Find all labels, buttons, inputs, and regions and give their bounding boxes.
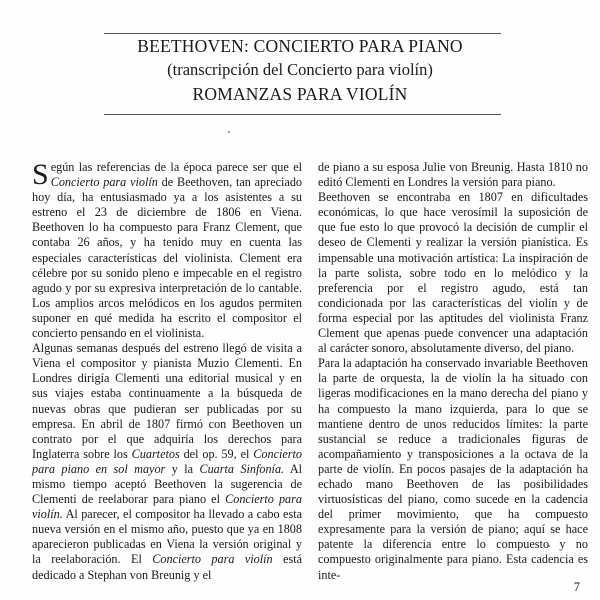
paragraph: Para la adaptación ha conservado invariable Beethoven la parte de orquesta, la de violín la ha situado con ligeras modificaciones en la mano derecha del piano y ha compuesto la mano izquierda, para lo que se mantiene dentro de unos reducidos límites: la parte sustancial se reduce a tradicionales figuras de acompañamiento y transposiciones a la octava de la parte de violín. En pocos pasajes de la adaptación ha echado mano Beethoven de las posibilidades virtuosísticas del piano, como sucede en la cadencia del primer movimiento, que ha compuesto expresamente para la versión de piano; aquí se hace patente la diferencia entre lo compuesto y no compuesto originalmente para piano. Esta cadencia es inte- <box>318 356 588 582</box>
print-speck <box>228 131 230 133</box>
drop-cap: S <box>32 158 49 191</box>
right-column <box>318 160 588 583</box>
page-title: BEETHOVEN: CONCIERTO PARA PIANO <box>137 36 463 56</box>
paragraph: Beethoven se encontraba en 1807 en dificultades económicas, lo que hace verosímil la suposición de que fue esto lo que provocó la decisión de cumplir el deseo de Clementi y realizar la versión pianística. Es impensable una motivación artística: La inspiración de la parte solista, sobre todo en lo melódico y la preferencia por el registro agudo, está tan condicionada por las características del violín y de forma especial por las aptitudes del violinista Franz Clement que apenas puede convencer una adaptación al carácter sonoro, absolutamente diverso, del piano. <box>318 190 588 356</box>
paragraph: de piano a su esposa Julie von Breunig. Hasta 1810 no editó Clementi en Londres la versión para piano. <box>318 160 588 190</box>
left-column <box>32 160 302 583</box>
page-subtitle: (transcripción del Concierto para violín) <box>167 60 433 79</box>
header <box>0 34 600 106</box>
paragraph: Según las referencias de la época parece ser que el Concierto para violín de Beethoven, tan apreciado hoy día, ha entusiasmado ya a los asistentes a su estreno el 23 de diciembre de 1806 en Viena. Beethoven lo ha compuesto para Franz Clement, que contaba 26 años, y ha tenido muy en cuenta las especiales características del violinista. Clement era célebre por su sonido pleno e impecable en el registro agudo y por su expresiva interpretación de lo cantable. Los amplios arcos melódicos en los agudos permiten suponer en qué medida ha escrito el compositor el concierto pensando en el violinista. <box>32 158 303 341</box>
header-rule-bottom <box>104 114 501 115</box>
page-subtitle-2: ROMANZAS PARA VIOLÍN <box>192 84 408 104</box>
paragraph: Algunas semanas después del estreno llegó de visita a Viena el compositor y pianista Muzio Clementi. En Londres dirigía Clementi una editorial musical y en sus viajes estaba continuamente a la búsqueda de nuevas obras que pudieran ser publicadas por su empresa. En abril de 1807 firmó con Beethoven un contrato por el que adquiría los derechos para Inglaterra sobre los Cuartetos del op. 59, el Concierto para piano en sol mayor y la Cuarta Sinfonía. Al mismo tiempo aceptó Beethoven la sugerencia de Clementi de reelaborar para piano el Concierto para violín. Al parecer, el compositor ha llevado a cabo esta nueva versión en el mismo año, puesto que ya en 1808 aparecieron publicadas en Viena la versión original y la reelaboración. El Concierto para violín está dedicado a Stephan von Breunig y el <box>32 341 303 582</box>
page-number: 7 <box>573 580 580 594</box>
